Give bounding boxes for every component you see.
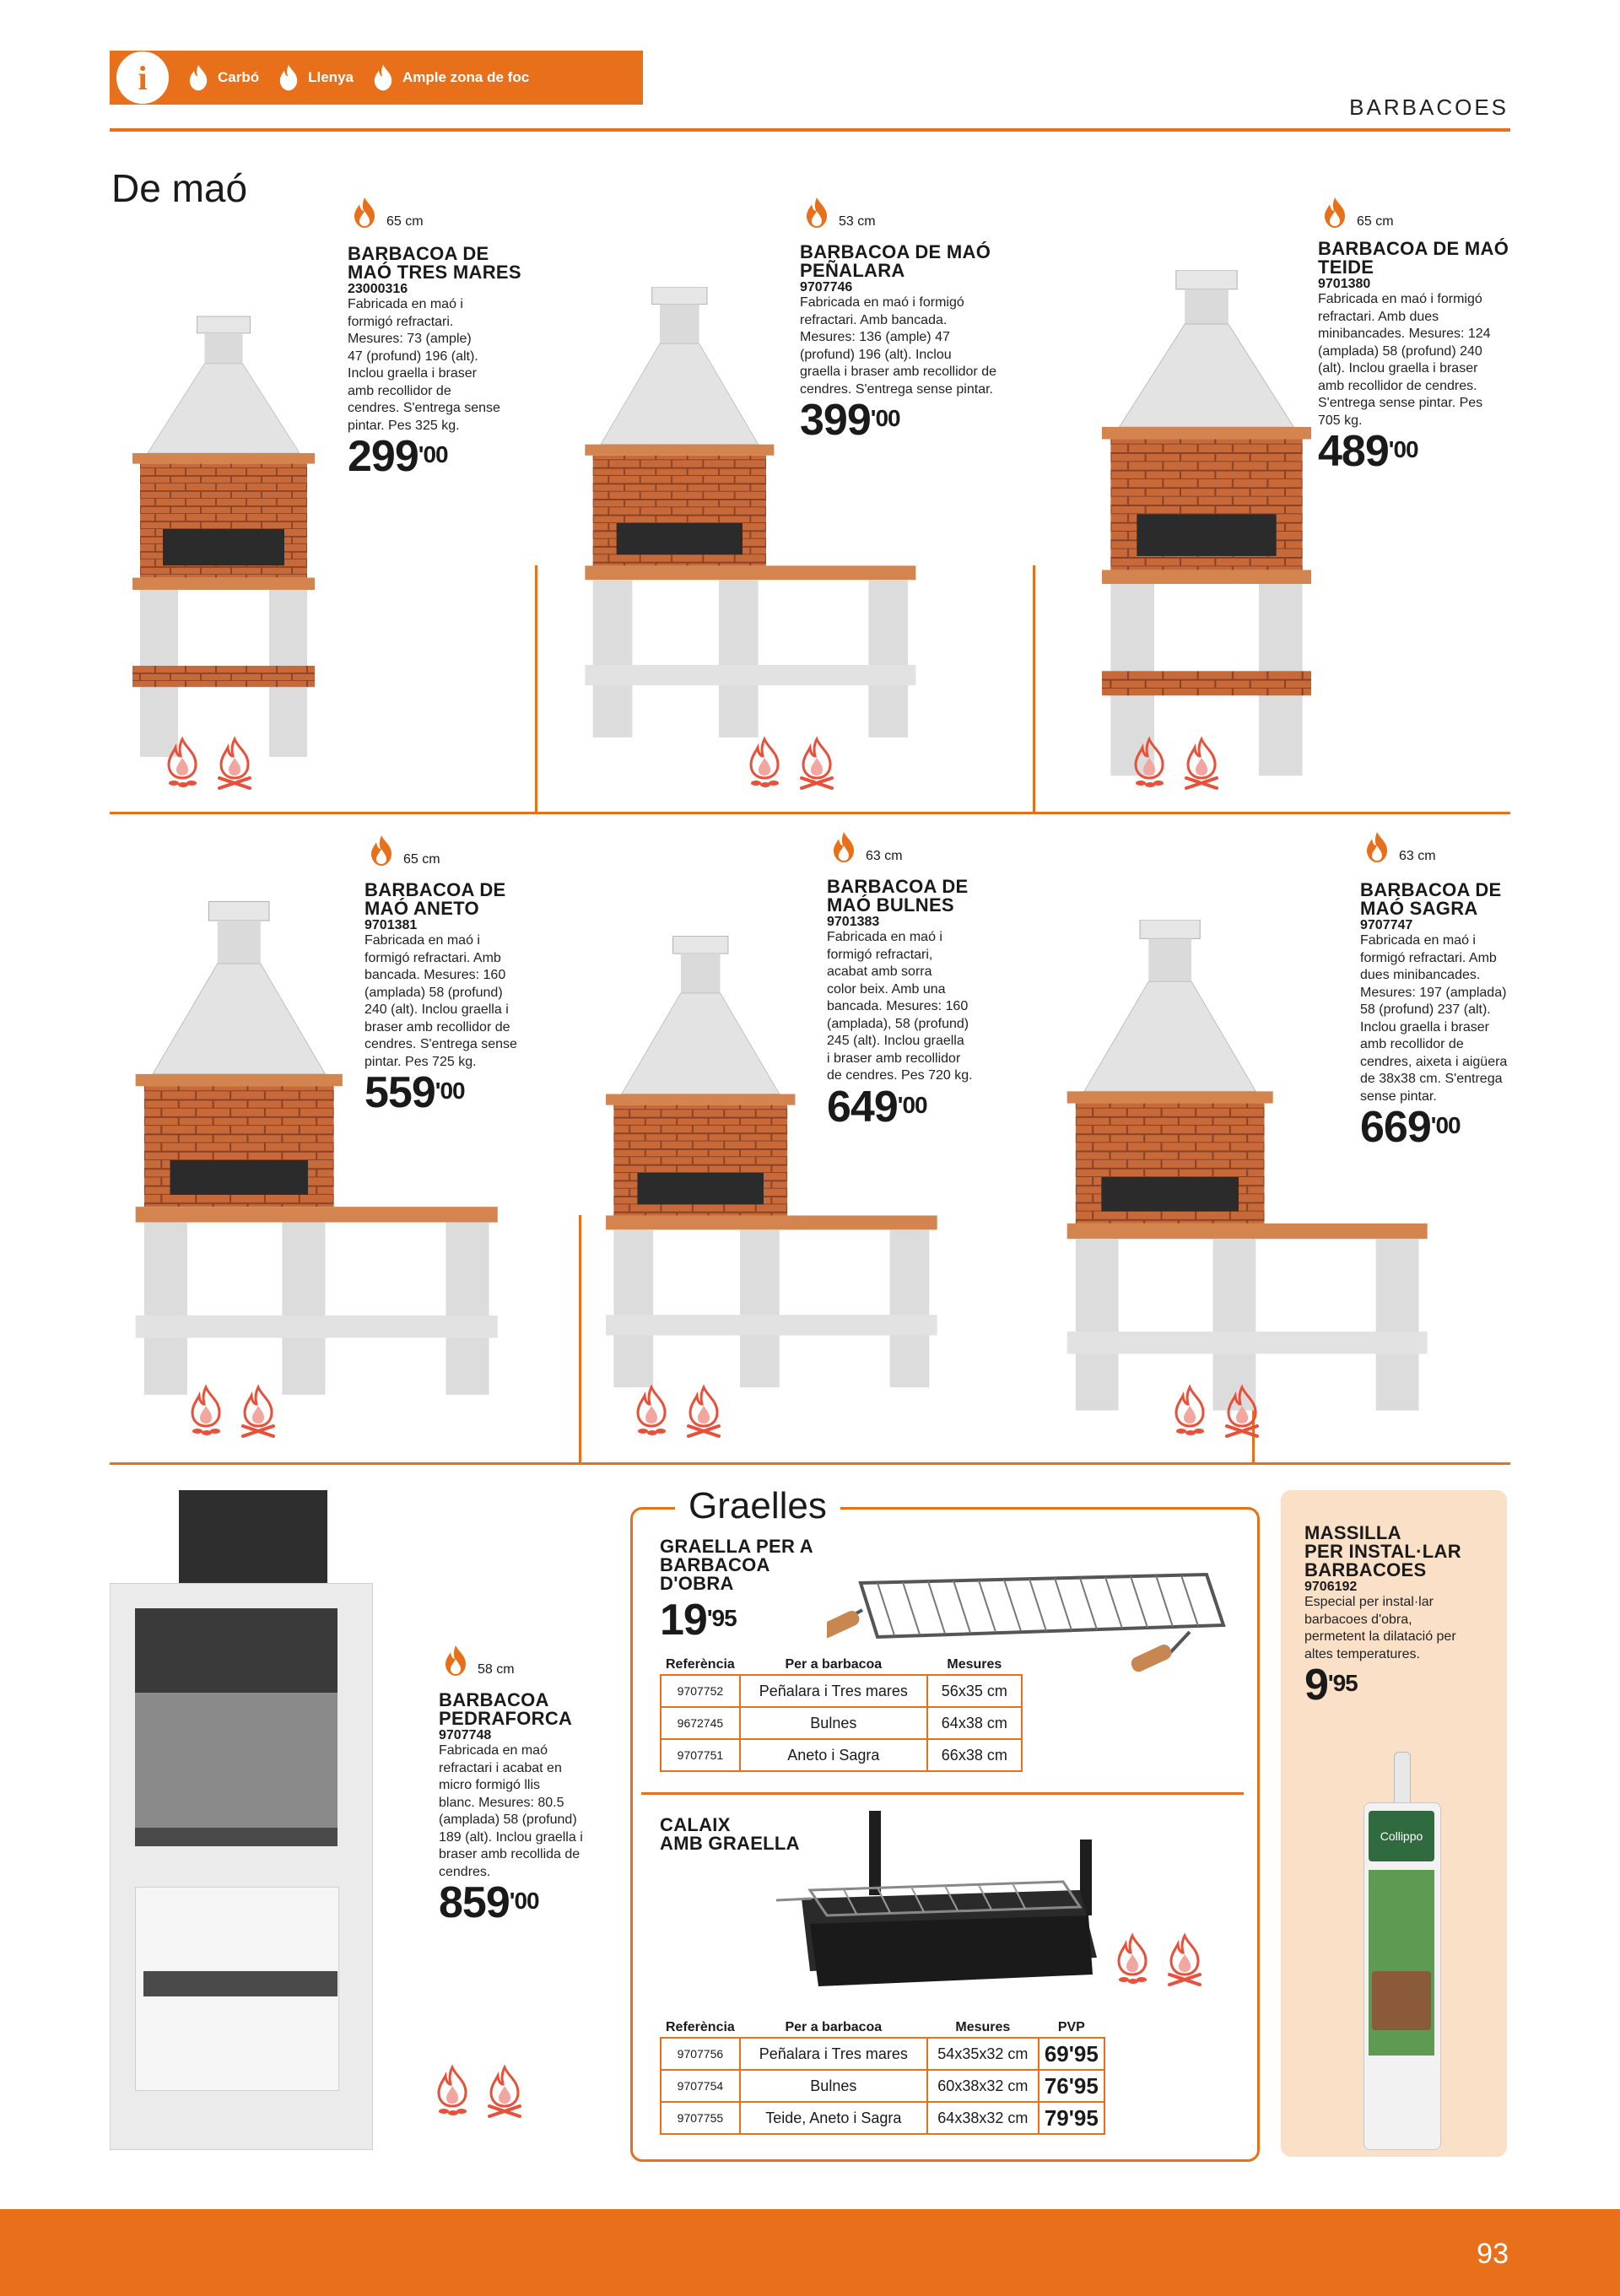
desc-line: cendres, aixeta i aigüera [1360, 1054, 1508, 1069]
desc-line: Mesures: 136 (ample) 47 [800, 330, 950, 344]
desc-line: cendres. S'entrega sense pintar. [800, 381, 993, 397]
product-title: BARBACOA DE MAÓ [800, 241, 991, 262]
desc-line: micro formigó llis [439, 1778, 541, 1792]
charcoal-fire-icon [160, 736, 204, 790]
fire-width-label: 65 cm [403, 852, 440, 867]
table-cell: Aneto i Sagra [740, 1739, 927, 1771]
price-decimal: 00 [514, 1888, 539, 1914]
table-cell: 9707751 [661, 1739, 740, 1771]
flame-icon [1318, 196, 1352, 230]
product-title: MASSILLA [1304, 1522, 1401, 1543]
fire-type-icons [184, 1384, 280, 1438]
table-cell: Peñalara i Tres mares [740, 1675, 927, 1707]
product-ref: 9707746 [800, 280, 853, 294]
section-title: BARBACOES [1349, 95, 1509, 120]
product-ref: 9707747 [1360, 918, 1413, 932]
product-title: MAÓ TRES MARES [348, 262, 521, 283]
desc-line: graella i braser amb recollidor de [800, 365, 996, 379]
desc-line: refractari. Amb bancada. [800, 312, 948, 327]
desc-line: bancada. Mesures: 160 [827, 999, 969, 1013]
price-decimal: 00 [875, 405, 900, 431]
desc-line: Fabricada en maó i [827, 930, 942, 944]
drawer-image [759, 1806, 1114, 2000]
legend-label: Llenya [308, 69, 354, 85]
wood-fire-icon [213, 736, 256, 790]
desc-line: Especial per instal·lar [1304, 1595, 1434, 1609]
wood-fire-icon [1220, 1384, 1264, 1438]
flame-icon [827, 830, 861, 864]
price-decimal: 95 [1332, 1670, 1358, 1696]
row-divider [110, 1462, 1510, 1465]
product-title: PEÑALARA [800, 260, 905, 281]
wood-fire-icon [1163, 1932, 1207, 1986]
legend-label: Carbó [218, 69, 260, 85]
table-cell: 9707756 [661, 2038, 740, 2070]
desc-line: dues minibancades. [1360, 968, 1481, 982]
desc-line: 245 (alt). Inclou graella [827, 1034, 964, 1048]
price-decimal: 00 [1393, 436, 1418, 462]
flame-icon [439, 1644, 472, 1677]
desc-line: sense pintar. [1360, 1089, 1437, 1104]
fire-width [439, 1644, 515, 1677]
desc-line: Fabricada en maó i [1360, 933, 1476, 948]
desc-line: braser amb recollida de [439, 1847, 580, 1861]
product-ref: 23000316 [348, 282, 408, 296]
table-cell: Bulnes [740, 1707, 927, 1739]
desc-line: Fabricada en maó i [348, 297, 463, 311]
wood-fire-icon [795, 736, 839, 790]
desc-line: amb recollidor de [1360, 1037, 1464, 1051]
charcoal-flame-icon [184, 62, 213, 94]
fire-type-icons [1127, 736, 1223, 790]
desc-line: 189 (alt). Inclou graella i [439, 1829, 583, 1845]
column-header: PVP [1057, 2020, 1085, 2034]
desc-line: bancada. Mesures: 160 [364, 968, 506, 982]
footer-bar [0, 2209, 1620, 2296]
desc-line: acabat amb sorra [827, 964, 932, 979]
table-row [661, 2038, 1104, 2070]
price-decimal: 00 [423, 441, 448, 467]
column-header: Mesures [947, 1657, 1002, 1672]
table-cell: 66x38 cm [927, 1739, 1022, 1771]
sealant-tube-image [1364, 1752, 1439, 2148]
product-title: BARBACOA DE [348, 243, 489, 264]
charcoal-fire-icon [742, 736, 786, 790]
row-divider [110, 812, 1510, 814]
desc-line: blanc. Mesures: 80.5 [439, 1795, 564, 1810]
brand-logo: Collippo [1369, 1811, 1434, 1861]
desc-line: (amplada) 58 (profund) [439, 1812, 577, 1827]
wood-fire-icon [236, 1384, 280, 1438]
desc-line: (amplada) 58 (profund) [364, 985, 503, 1000]
desc-line: barbacoes d'obra, [1304, 1612, 1412, 1627]
desc-line: (amplada), 58 (profund) [827, 1016, 969, 1031]
desc-line: pintar. Pes 725 kg. [364, 1054, 477, 1069]
table-cell: Teide, Aneto i Sagra [740, 2102, 927, 2134]
product-price: $19^{'95}$ [660, 1596, 737, 1645]
charcoal-fire-icon [1110, 1932, 1154, 1986]
column-header: Per a barbacoa [785, 1657, 883, 1672]
price-integer: 19 [660, 1596, 707, 1645]
fire-width [1318, 196, 1394, 230]
desc-line: pintar. Pes 325 kg. [348, 418, 460, 433]
fire-width-label: 63 cm [866, 849, 903, 863]
desc-line: i braser amb recollidor [827, 1051, 961, 1066]
price-decimal: 00 [902, 1091, 927, 1118]
grill-table [660, 1656, 1023, 1772]
desc-line: permetent la dilatació per [1304, 1629, 1456, 1644]
table-row [661, 1739, 1022, 1771]
product-price: $489^{'00}$ [1318, 427, 1418, 476]
desc-line: de 38x38 cm. S'entrega [1360, 1072, 1503, 1086]
product-price: $9^{'95}$ [1304, 1661, 1358, 1710]
table-row [661, 2070, 1104, 2102]
massilla-info [1304, 1522, 1498, 1710]
desc-line: cendres. S'entrega sense [364, 1037, 517, 1051]
fire-type-icons [430, 2064, 526, 2118]
product-price: $669^{'00}$ [1360, 1103, 1461, 1152]
price-integer: 9 [1304, 1661, 1328, 1710]
product-title: BARBACOA [439, 1689, 549, 1710]
category-heading: De maó [111, 166, 248, 210]
desc-line: Fabricada en maó [439, 1743, 548, 1758]
wood-fire-icon [483, 2064, 526, 2118]
desc-line: (amplada) 58 (profund) 240 [1318, 343, 1482, 359]
product-ref: 9701381 [364, 918, 418, 932]
product-title: BARBACOES [1304, 1559, 1427, 1580]
flame-icon [800, 196, 834, 230]
product-image-pedraforca [110, 1490, 413, 2148]
fire-width [364, 834, 440, 867]
wood-flame-icon [274, 62, 303, 94]
charcoal-fire-icon [430, 2064, 474, 2118]
fire-width-label: 65 cm [1357, 214, 1394, 229]
price-decimal: 95 [711, 1605, 737, 1631]
flame-icon [348, 196, 381, 230]
product-title: MAÓ SAGRA [1360, 898, 1478, 919]
charcoal-fire-icon [629, 1384, 673, 1438]
product-title: BARBACOA DE [364, 879, 506, 900]
product-description [364, 932, 550, 1071]
desc-line: Fabricada en maó i formigó [800, 295, 964, 310]
desc-line: Fabricada en maó i [364, 933, 480, 948]
product-info-penalara [800, 241, 1019, 445]
product-price: $399^{'00}$ [800, 396, 900, 445]
flame-icon [1360, 830, 1394, 864]
desc-line: braser amb recollidor de [364, 1019, 510, 1035]
desc-line: Fabricada en maó i formigó [1318, 292, 1482, 306]
legend-bar [110, 51, 643, 105]
product-title: CALAIX [660, 1814, 731, 1835]
fire-type-icons [1168, 1384, 1264, 1438]
desc-line: amb recollidor de [348, 383, 451, 398]
charcoal-fire-icon [1127, 736, 1171, 790]
desc-line: de cendres. Pes 720 kg. [827, 1068, 973, 1083]
desc-line: color beix. Amb una [827, 981, 946, 997]
column-header: Mesures [955, 2020, 1011, 2034]
product-title: GRAELLA PER A BARBACOA [660, 1536, 813, 1575]
product-description [439, 1742, 608, 1881]
price-integer: 559 [364, 1068, 435, 1117]
product-title: MAÓ ANETO [364, 898, 479, 919]
fire-type-icons [1110, 1932, 1207, 1986]
product-description [827, 929, 1012, 1085]
table-row [661, 1707, 1022, 1739]
desc-line: 240 (alt). Inclou graella i [364, 1002, 509, 1017]
product-image-tres-mares [110, 287, 338, 802]
desc-line: formigó refractari. Amb [1360, 950, 1497, 965]
price-integer: 489 [1318, 427, 1389, 476]
product-ref: 9706192 [1304, 1580, 1358, 1594]
table-cell-price: 76'95 [1039, 2070, 1104, 2102]
fire-width-label: 53 cm [839, 214, 876, 229]
table-cell: 9707754 [661, 2070, 740, 2102]
wood-fire-icon [1180, 736, 1223, 790]
product-ref: 9707748 [439, 1728, 492, 1742]
fire-width [348, 196, 424, 230]
product-description [1318, 291, 1520, 429]
product-title: BARBACOA DE [1360, 879, 1502, 900]
table-cell: 9707755 [661, 2102, 740, 2134]
fire-type-icons [742, 736, 839, 790]
fire-width-label: 65 cm [386, 214, 424, 229]
product-price: $649^{'00}$ [827, 1082, 927, 1132]
fire-width [1360, 830, 1436, 864]
fire-width [800, 196, 876, 230]
product-ref: 9701383 [827, 915, 880, 929]
table-row [661, 2102, 1104, 2134]
product-description [1360, 932, 1529, 1105]
desc-line: refractari i acabat en [439, 1760, 562, 1775]
legend-label: Ample zona de foc [402, 69, 530, 85]
price-integer: 669 [1360, 1103, 1431, 1152]
table-cell: 9707752 [661, 1675, 740, 1707]
desc-line: cendres. [439, 1864, 491, 1879]
price-integer: 399 [800, 396, 871, 445]
legend-charcoal [184, 62, 259, 94]
info-icon: i [116, 51, 169, 104]
product-info-aneto [364, 881, 550, 1115]
product-title: PEDRAFORCA [439, 1708, 573, 1729]
column-header: Referència [666, 2020, 735, 2034]
drawer-table [660, 2018, 1105, 2135]
product-info-tres-mares [348, 243, 533, 481]
fire-width-label: 58 cm [478, 1662, 515, 1677]
desc-line: refractari. Amb dues [1318, 309, 1439, 324]
desc-line: S'entrega sense pintar. Pes [1318, 396, 1483, 410]
fire-width [827, 830, 903, 864]
product-title: MAÓ BULNES [827, 894, 954, 916]
product-info-teide [1318, 238, 1520, 476]
table-cell: 54x35x32 cm [927, 2038, 1039, 2070]
table-cell-price: 79'95 [1039, 2102, 1104, 2134]
fire-width-label: 63 cm [1399, 849, 1436, 863]
column-header: Per a barbacoa [785, 2020, 883, 2034]
fire-type-icons [160, 736, 256, 790]
table-cell: 64x38x32 cm [927, 2102, 1039, 2134]
wide-fire-icon [369, 62, 397, 94]
price-integer: 649 [827, 1082, 898, 1132]
desc-line: Mesures: 197 (amplada) [1360, 985, 1507, 1000]
product-price: $859^{'00}$ [439, 1878, 539, 1927]
desc-line: formigó refractari. [348, 314, 454, 329]
table-cell-price: 69'95 [1039, 2038, 1104, 2070]
column-divider [579, 1215, 581, 1462]
desc-line: (profund) 196 (alt). Inclou [800, 347, 952, 362]
desc-line: altes temperatures. [1304, 1646, 1420, 1661]
header-divider [110, 128, 1510, 132]
product-info-sagra [1360, 879, 1529, 1152]
desc-line: cendres. S'entrega sense [348, 401, 500, 415]
flame-icon [364, 834, 398, 867]
panel-divider [641, 1792, 1244, 1795]
price-decimal: 00 [1435, 1112, 1461, 1138]
product-title: TEIDE [1318, 257, 1374, 278]
desc-line: Mesures: 73 (ample) [348, 332, 472, 346]
table-cell: 64x38 cm [927, 1707, 1022, 1739]
charcoal-fire-icon [184, 1384, 228, 1438]
product-description [800, 294, 1019, 398]
table-cell: Bulnes [740, 2070, 927, 2102]
product-image-teide [1055, 270, 1358, 793]
product-title: AMB GRAELLA [660, 1833, 800, 1854]
column-divider [535, 565, 537, 812]
column-divider [1033, 565, 1035, 812]
graelles-heading: Graelles [675, 1485, 840, 1527]
table-cell: Peñalara i Tres mares [740, 2038, 927, 2070]
product-info-pedraforca [439, 1691, 608, 1925]
desc-line: formigó refractari. Amb [364, 950, 501, 965]
desc-line: Inclou graella i braser [348, 366, 477, 381]
product-description [1304, 1594, 1498, 1663]
product-title: BARBACOA DE [827, 876, 969, 897]
product-title: BARBACOA DE MAÓ [1318, 238, 1509, 259]
desc-line: Inclou graella i braser [1360, 1019, 1489, 1035]
product-ref: 9701380 [1318, 277, 1371, 291]
legend-wood [274, 62, 354, 94]
table-cell: 60x38x32 cm [927, 2070, 1039, 2102]
table-cell: 56x35 cm [927, 1675, 1022, 1707]
price-integer: 859 [439, 1878, 510, 1927]
column-header: Referència [666, 1657, 735, 1672]
product-price: $299^{'00}$ [348, 432, 448, 481]
wood-fire-icon [682, 1384, 726, 1438]
desc-line: 705 kg. [1318, 413, 1363, 428]
product-price: $559^{'00}$ [364, 1068, 465, 1117]
product-info-bulnes [827, 876, 1012, 1132]
price-decimal: 00 [440, 1078, 465, 1104]
charcoal-fire-icon [1168, 1384, 1212, 1438]
desc-line: minibancades. Mesures: 124 [1318, 327, 1491, 341]
desc-line: 47 (profund) 196 (alt). [348, 348, 478, 364]
desc-line: formigó refractari, [827, 947, 933, 962]
page-number: 93 [1477, 2238, 1509, 2270]
fire-type-icons [629, 1384, 726, 1438]
desc-line: amb recollidor de cendres. [1318, 378, 1477, 393]
legend-wide [369, 62, 529, 94]
table-row [661, 1675, 1022, 1707]
product-title: PER INSTAL·LAR [1304, 1541, 1461, 1562]
desc-line: (alt). Inclou graella i braser [1318, 361, 1478, 375]
desc-line: 58 (profund) 237 (alt). [1360, 1002, 1491, 1017]
price-integer: 299 [348, 432, 418, 481]
table-cell: 9672745 [661, 1707, 740, 1739]
product-title: D'OBRA [660, 1573, 734, 1594]
product-description [348, 296, 533, 435]
